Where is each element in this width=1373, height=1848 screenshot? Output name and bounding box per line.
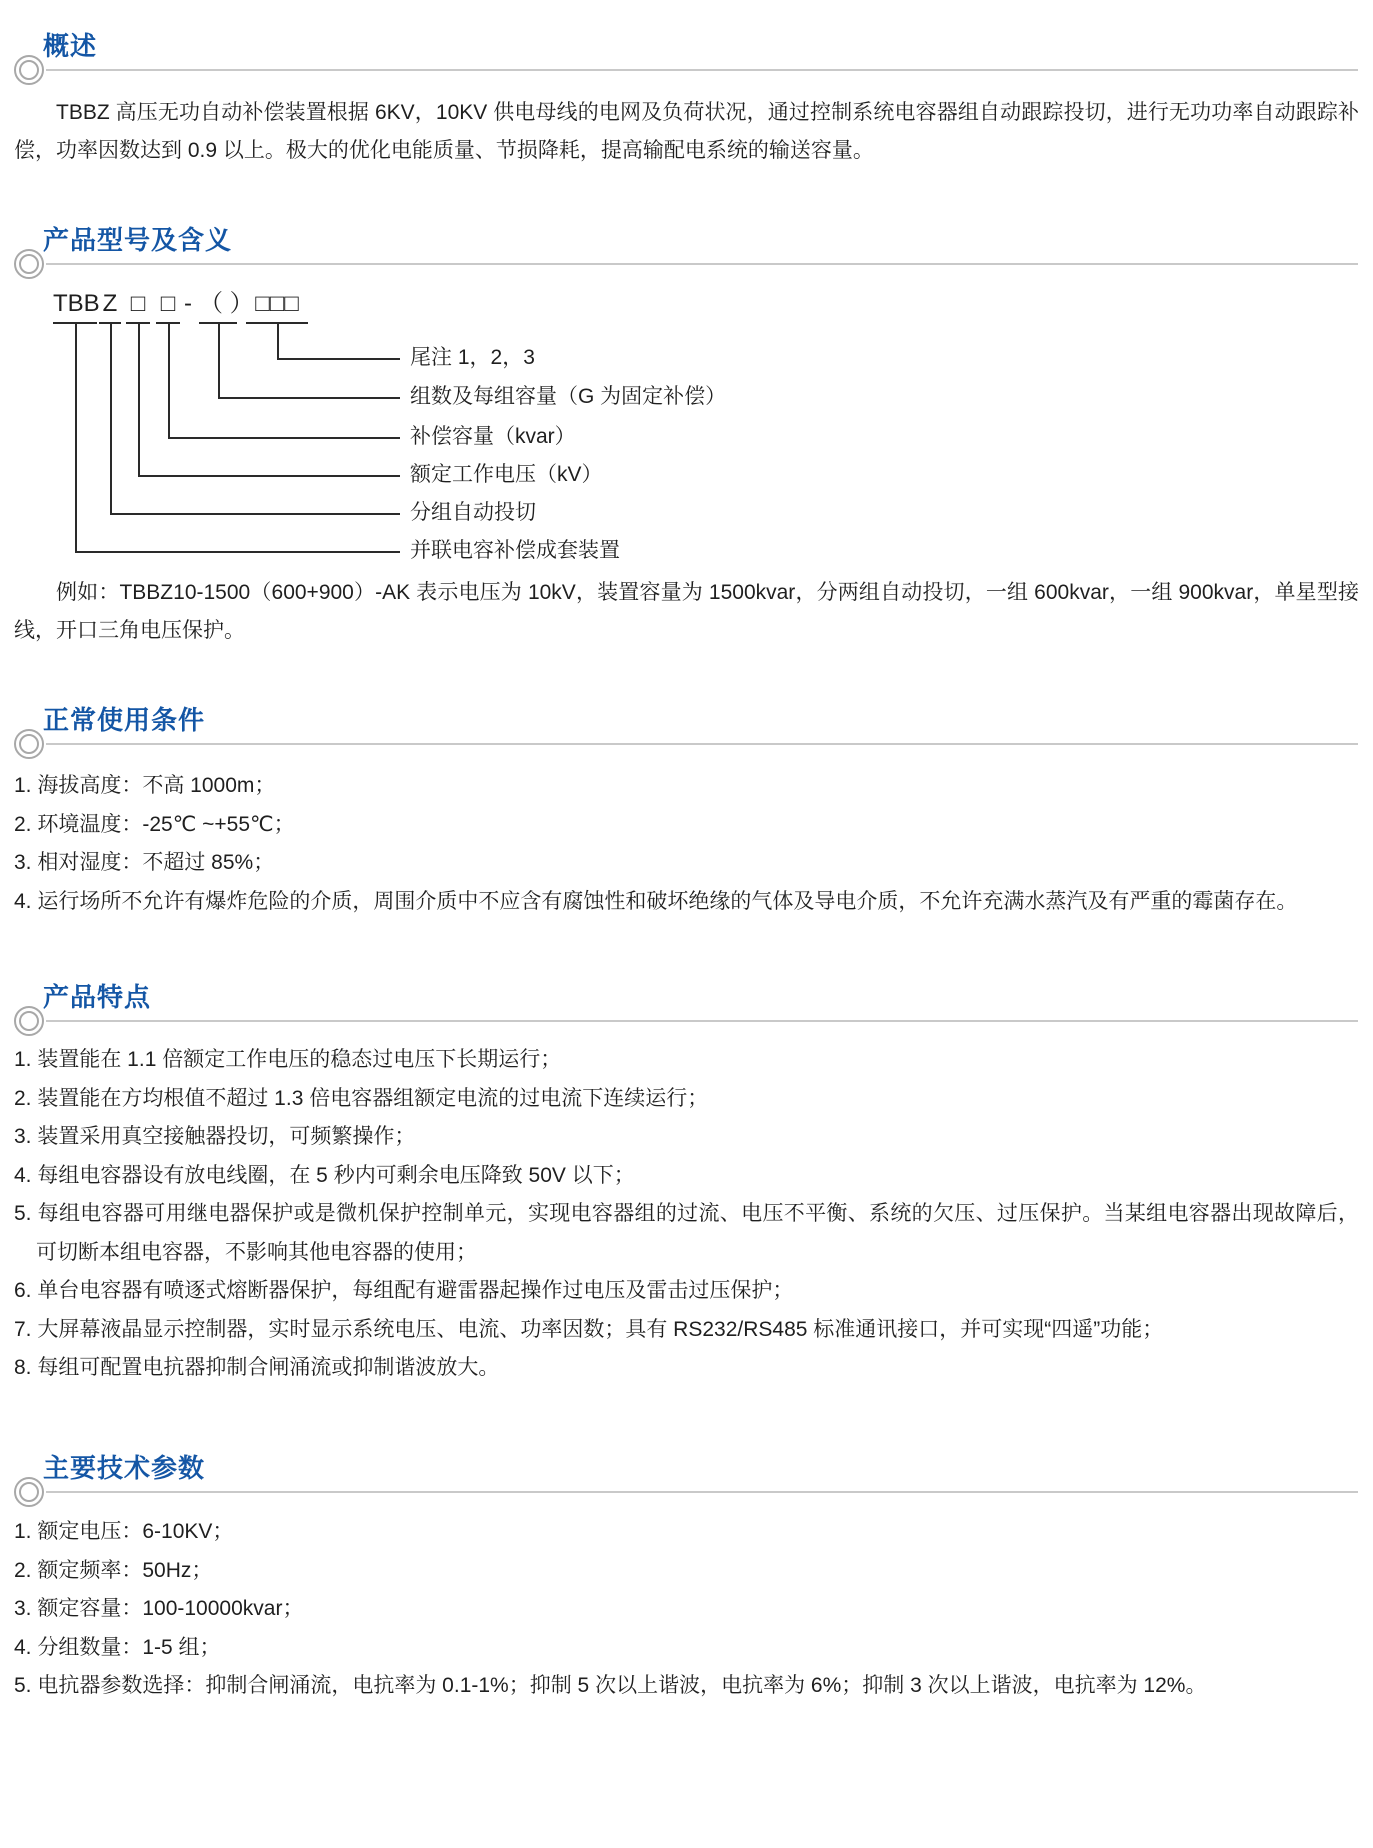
model-segment-voltage-box: □ xyxy=(126,290,150,324)
model-label-voltage: 额定工作电压（kV） xyxy=(410,463,603,486)
section-rule xyxy=(46,1020,1358,1022)
section-title-tech-params: 主要技术参数 xyxy=(43,1453,206,1483)
connector-line xyxy=(218,397,400,399)
connector-line xyxy=(277,358,400,360)
section-title-features: 产品特点 xyxy=(43,982,152,1012)
connector-line xyxy=(138,475,400,477)
list-item: 1. 装置能在 1.1 倍额定工作电压的稳态过电压下长期运行； xyxy=(14,1048,562,1071)
connector-line xyxy=(168,323,170,437)
overview-paragraph: TBBZ 高压无功自动补偿装置根据 6KV，10KV 供电母线的电网及负荷状况，通过控制系统电容器组自动跟踪投切，进行无功功率自动跟踪补偿，功率因数达到 0.9 以上。极大的优化电能质量、节损降耗，提高输配电系统的输送容量。 xyxy=(14,101,1359,162)
list-item: 6. 单台电容器有喷逐式熔断器保护，每组配有避雷器起操作过电压及雷击过压保护； xyxy=(14,1279,794,1302)
model-label-suffix: 尾注 1，2，3 xyxy=(410,346,535,369)
list-item: 2. 装置能在方均根值不超过 1.3 倍电容器组额定电流的过电流下连续运行； xyxy=(14,1086,709,1110)
model-designation-diagram xyxy=(0,290,1373,582)
section-title-normal-use: 正常使用条件 xyxy=(43,705,206,735)
list-item: 4. 分组数量：1-5 组； xyxy=(14,1635,221,1659)
features-list xyxy=(0,1041,1359,1388)
section-rule xyxy=(46,1491,1358,1493)
section-header-normal-use xyxy=(0,707,1373,767)
list-item: 5. 电抗器参数选择：抑制合闸涌流，电抗率为 0.1-1%；抑制 5 次以上谐波，电抗率为 6%；抑制 3 次以上谐波，电抗率为 12%。 xyxy=(14,1674,1207,1697)
section-header-model xyxy=(0,227,1373,287)
section-rule xyxy=(46,263,1358,265)
connector-line xyxy=(138,323,140,475)
connector-line xyxy=(75,551,400,553)
section-marker-icon xyxy=(14,55,44,85)
list-item: 7. 大屏幕液晶显示控制器，实时显示系统电压、电流、功率因数；具有 RS232/RS485 标准通讯接口，并可实现“四遥”功能； xyxy=(14,1317,1164,1341)
model-label-capacity: 补偿容量（kvar） xyxy=(410,425,576,448)
list-item: 3. 装置采用真空接触器投切，可频繁操作； xyxy=(14,1125,416,1148)
model-segment-auto: Z xyxy=(99,290,121,324)
list-item: 3. 额定容量：100-10000kvar； xyxy=(14,1597,304,1620)
model-segment-series: TBB xyxy=(53,290,97,324)
section-marker-icon xyxy=(14,1477,44,1507)
model-label-groups: 组数及每组容量（G 为固定补偿） xyxy=(410,385,727,408)
connector-line xyxy=(75,323,77,551)
connector-line xyxy=(277,323,279,358)
model-segment-capacity-box: □ xyxy=(156,290,180,324)
list-item: 4. 运行场所不允许有爆炸危险的介质，周围介质中不应含有腐蚀性和破坏绝缘的气体及导电介质，不允许充满水蒸汽及有严重的霉菌存在。 xyxy=(14,889,1298,913)
section-rule xyxy=(46,69,1358,71)
model-label-auto: 分组自动投切 xyxy=(410,501,536,524)
list-item: 1. 额定电压：6-10KV； xyxy=(14,1520,234,1543)
section-title-model: 产品型号及含义 xyxy=(43,225,233,255)
section-header-overview xyxy=(0,33,1373,93)
model-example-paragraph: 例如：TBBZ10-1500（600+900）-AK 表示电压为 10kV，装置容量为 1500kvar，分两组自动投切，一组 600kvar，一组 900kvar，单星型接线，开口三角电压保护。 xyxy=(14,581,1359,642)
list-item: 1. 海拔高度：不高 1000m； xyxy=(14,774,276,797)
list-item: 5. 每组电容器可用继电器保护或是微机保护控制单元，实现电容器组的过流、电压不平衡、系统的欠压、过压保护。当某组电容器出现故障后，可切断本组电容器，不影响其他电容器的使用； xyxy=(14,1202,1359,1264)
list-item: 2. 额定频率：50Hz； xyxy=(14,1558,213,1582)
list-item: 3. 相对湿度：不超过 85%； xyxy=(14,851,275,874)
list-item: 2. 环境温度：-25℃ ~+55℃； xyxy=(14,812,295,836)
section-marker-icon xyxy=(14,1006,44,1036)
section-rule xyxy=(46,743,1358,745)
model-segment-groups: （ ） xyxy=(199,290,237,324)
connector-line xyxy=(218,323,220,397)
model-segment-dash: - xyxy=(184,290,192,317)
list-item: 4. 每组电容器设有放电线圈，在 5 秒内可剩余电压降致 50V 以下； xyxy=(14,1163,635,1187)
tech-params-list xyxy=(0,1513,1359,1706)
section-header-features xyxy=(0,984,1373,1044)
section-marker-icon xyxy=(14,729,44,759)
model-segment-suffix: □□□ xyxy=(246,290,308,324)
connector-line xyxy=(110,323,112,513)
section-header-tech-params xyxy=(0,1455,1373,1515)
section-marker-icon xyxy=(14,249,44,279)
model-label-series: 并联电容补偿成套装置 xyxy=(410,539,620,562)
connector-line xyxy=(168,437,400,439)
section-title-overview: 概述 xyxy=(43,31,98,61)
connector-line xyxy=(110,513,400,515)
list-item: 8. 每组可配置电抗器抑制合闸涌流或抑制谐波放大。 xyxy=(14,1356,500,1379)
normal-use-list xyxy=(0,767,1359,921)
